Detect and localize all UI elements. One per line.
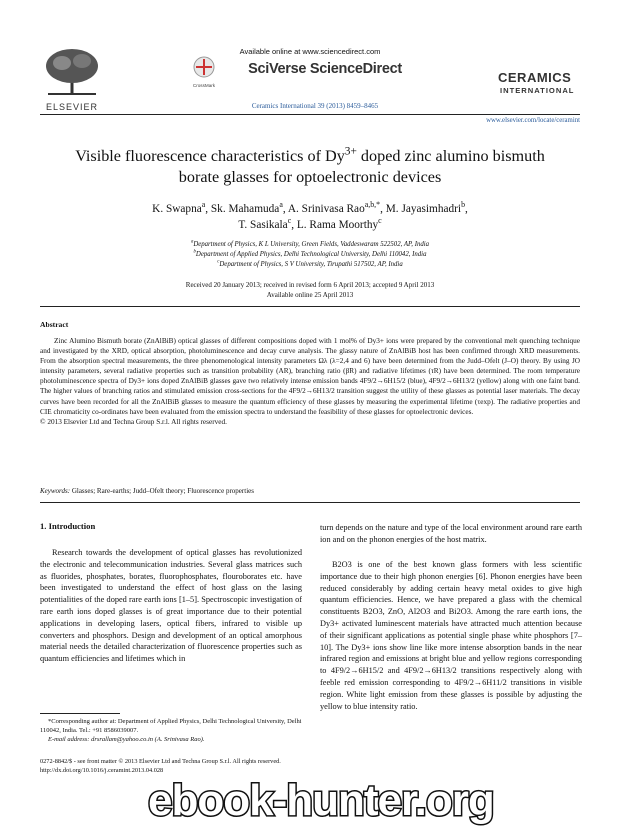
title-superscript: 3+ — [344, 145, 357, 158]
header-rule — [40, 114, 580, 115]
intro-right-paragraph-1 — [320, 522, 582, 546]
intro-right-paragraph-2 — [320, 559, 582, 712]
crossmark-label: CrossMark — [192, 83, 216, 88]
article-dates — [40, 280, 580, 300]
journal-name-line1: CERAMICS — [498, 70, 572, 85]
keywords-list: Glasses; Rare-earths; Judd–Ofelt theory; Fluorescence properties — [70, 487, 254, 495]
affiliation-a: $^a$Department of Physics, K L University, Green Fields, Vaddeswaram 522502, AP, India — [190, 239, 430, 248]
author-line1: K. Swapna$^a$, Sk. Mahamuda$^a$, A. Srinivasa Rao$^{a,b,*}$, M. Jayasimhadri$^b$, — [152, 200, 468, 215]
sciverse-logo-text: SciVerse ScienceDirect — [248, 61, 402, 77]
available-date: Available online 25 April 2013 — [266, 291, 354, 299]
journal-homepage-link[interactable]: www.elsevier.com/locate/ceramint — [486, 117, 580, 124]
journal-name-line2: INTERNATIONAL — [500, 86, 575, 95]
available-online-text: Available online at www.sciencedirect.com — [239, 47, 381, 56]
abstract-heading: Abstract — [40, 320, 69, 329]
intro-right-text-2: B2O3 is one of the best known glass formers with less scientific importance due to their high phonon energies [6]. Phonon energies have been reduced considerably by adding certain heavy metal oxides to give high quantum efficiencies. Hence, we have prepared a glass with the chemical constituents B2O3, ZnO, Al2O3 and Bi2O3. Among the rare earth ions, the Dy3+ activated luminescent materials have attracted much attention because of their significant applications as potential single phase white phosphors [7–10]. The Dy3+ ions show line like more intense absorption bands in the near infrared region and emissions at bright blue and yellow regions corresponding to 4F9/2→6H15/2 and 4F9/2→6H13/2 transitions respectively along with feeble red emission corresponding to 4F9/2→6H11/2 transitions in visible region. White light emission from these glasses is possible by adjusting the yellow to blue intensity ratio. — [320, 560, 582, 711]
abstract-text: Zinc Alumino Bismuth borate (ZnAlBiB) optical glasses of different compositions doped with 1 mol% of Dy3+ ions were prepared by the conventional melt quenching technique and investigated by the XRD, optical absorption, photoluminescence and decay curve analysis. The glassy nature of ZnAlBiB host has been confirmed through XRD measurements. From the absorption spectral measurements, the three phenomenological intensity parameters Ωλ (λ=2,4 and 6) have been determined from the Judd–Ofelt (J–O) theory. By using JO intensity parameters, several radiative properties such as transition probability (AR), branching ratio (βR) and radiative lifetimes (τR) have been determined. The room temperature photoluminescence spectra of Dy3+ ions doped ZnAlBiB glasses gave two relatively intense emission bands 4F9/2→6H15/2 (blue), 4F9/2→6H13/2 (yellow) along with one faint band. The higher values of branching ratios and stimulated emission cross-sections for the 4F9/2→6H13/2 transition suggest the utility of these glasses as potential laser materials. The decay curves have been recorded for all the ZnAlBiB glasses to measure the quantum efficiency of these glasses by measuring the experimental lifetime (τexp). The radiative properties and CIE chromaticity co-ordinates have been evaluated from the emission spectra to understand the feasibility of these glasses for optoelectronic devices. — [40, 337, 580, 416]
section-heading-introduction: 1. Introduction — [40, 521, 96, 531]
received-date: Received 20 January 2013; received in revised form 6 April 2013; accepted 9 April 2013 — [185, 281, 435, 289]
intro-left-paragraph — [40, 547, 302, 665]
abstract-bottom-rule — [40, 502, 580, 503]
watermark-text: ebook-hunter.org — [148, 776, 494, 825]
title-part: Visible fluorescence characteristics of Dy — [75, 147, 345, 165]
footnotes — [40, 717, 302, 745]
abstract-top-rule — [40, 306, 580, 307]
issn-line: 0272-8842/$ - see front matter © 2013 Elsevier Ltd and Techna Group S.r.l. All rights reserved. — [40, 758, 281, 765]
elsevier-logo — [40, 46, 104, 112]
title-part: doped zinc alumino bismuth — [356, 147, 545, 165]
author-list — [40, 201, 580, 233]
intro-left-text: Research towards the development of optical glasses has revolutionized the electronic and telecommunication industries. Several glass matrices such as fluorides, phosphates, borates, fluorophosphates, flouroborates etc. have been investigated to understand the effect of host glass on the lasing potentialities of the doped rare earth ions [1–5]. Spectroscopic investigation of rare earth ions doped glasses is of great importance due to their potential applications in developing lasers, optical fibers, infrared to visible up converters and phosphors. Design and development of an optical amorphous material needs the detailed characterization of fluorescence properties such as quantum efficiencies and lifetimes which in — [40, 548, 302, 664]
title-line2: borate glasses for optoelectronic devices — [178, 168, 442, 186]
article-title — [40, 146, 580, 188]
page-footer — [40, 758, 580, 775]
affiliations — [40, 240, 580, 270]
keywords-label: Keywords: — [40, 487, 71, 495]
intro-right-text-1: turn depends on the nature and type of the local environment around rare earth ion and on the phonon energies of the host matrix. — [320, 523, 582, 544]
keywords — [40, 487, 580, 495]
author-line2: T. Sasikala$^c$, L. Rama Moorthy$^c$ — [238, 216, 382, 231]
journal-reference[interactable]: Ceramics International 39 (2013) 8459–8465 — [251, 102, 379, 110]
footnote-rule — [40, 713, 120, 714]
abstract-copyright: © 2013 Elsevier Ltd and Techna Group S.r.l. All rights reserved. — [40, 417, 227, 426]
abstract-body — [40, 336, 580, 427]
crossmark-icon[interactable] — [190, 56, 218, 86]
affiliation-c: $^c$Department of Physics, S V University, Tirupathi 517502, AP, India — [217, 259, 403, 268]
affiliation-b: $^b$Department of Applied Physics, Delhi Technological University, Delhi 110042, India — [193, 249, 427, 258]
author-email[interactable]: E-mail address: drsrallam@yahoo.co.in (A. Srinivasa Rao). — [48, 736, 205, 744]
elsevier-wordmark: ELSEVIER — [45, 102, 99, 112]
corresponding-author-note: *Corresponding author at: Department of Applied Physics, Delhi Technological University, Delhi 110042, India. Tel.: +91 8586039007. — [40, 718, 302, 735]
elsevier-tree-icon — [40, 46, 104, 96]
doi-link[interactable]: http://dx.doi.org/10.1016/j.ceramint.2013.04.028 — [40, 766, 164, 774]
